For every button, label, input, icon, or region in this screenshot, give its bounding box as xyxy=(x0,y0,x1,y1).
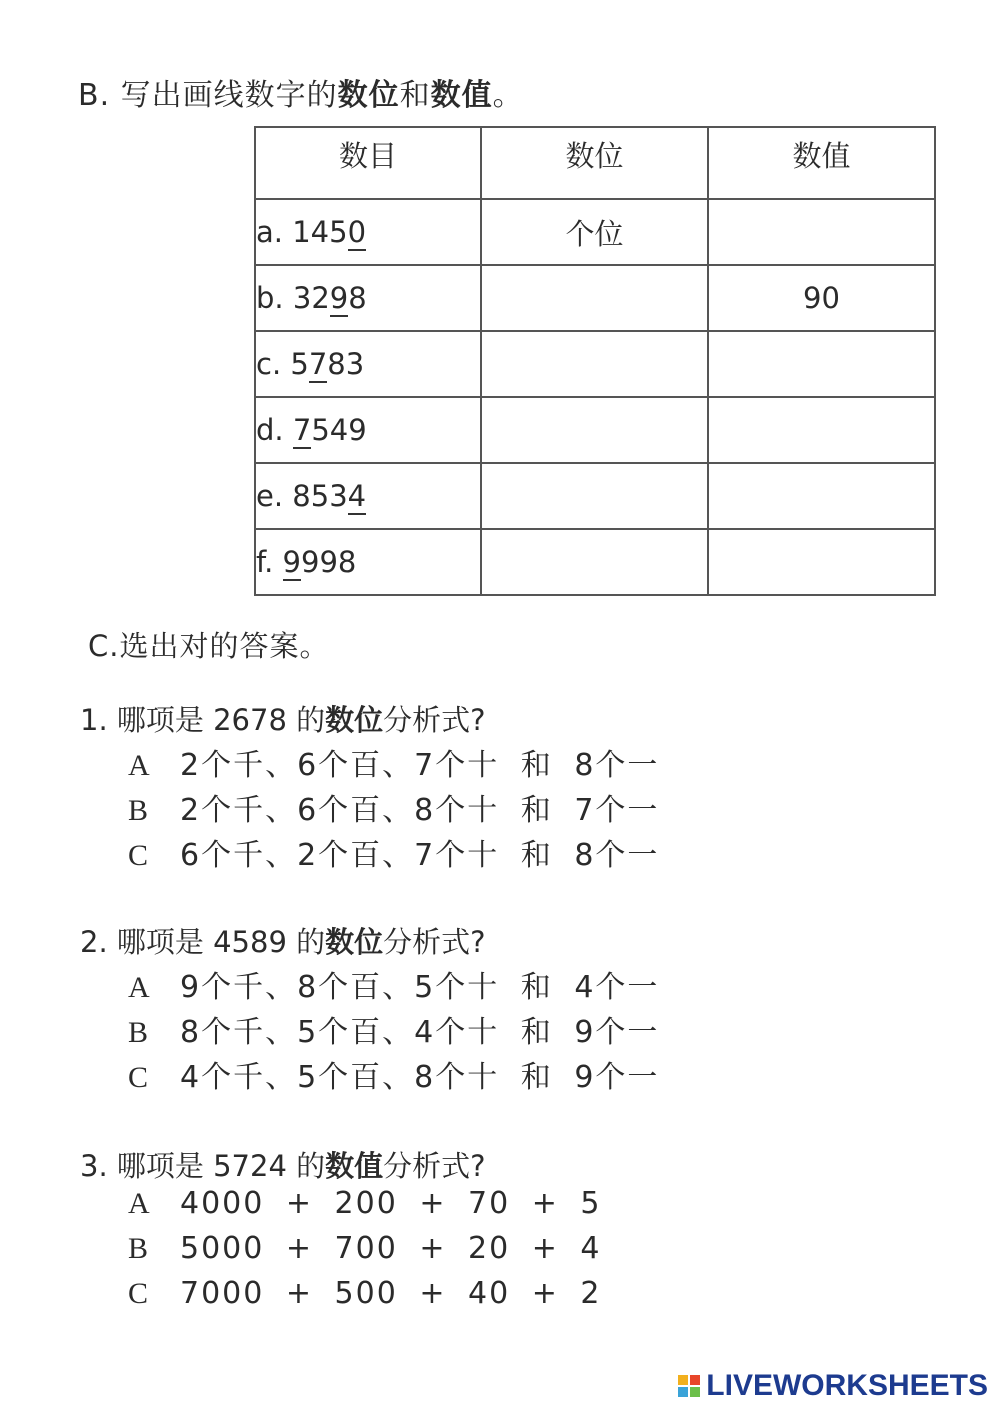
row-label: f. xyxy=(256,545,274,579)
table-row xyxy=(255,331,935,397)
cell-number xyxy=(255,463,481,529)
option-text: 9个千、8个百、5个十 和 4个一 xyxy=(180,970,660,1005)
cell-place-answer[interactable] xyxy=(481,397,708,463)
table-row xyxy=(255,265,935,331)
question-prefix: 3. 哪项是 5724 的 xyxy=(80,1149,326,1183)
table-row xyxy=(255,397,935,463)
row-label: c. xyxy=(256,347,282,381)
logo-mark-icon xyxy=(678,1375,700,1397)
section-c-heading: C.选出对的答案。 xyxy=(88,629,330,663)
option-letter: A xyxy=(128,971,150,1004)
digit: 2 xyxy=(311,281,330,315)
place-value-table xyxy=(254,126,936,596)
cell-place-answer[interactable] xyxy=(481,529,708,595)
question-1 xyxy=(80,698,486,739)
option-letter: A xyxy=(128,749,150,782)
digit: 4 xyxy=(329,413,349,447)
option-text: 2个千、6个百、7个十 和 8个一 xyxy=(180,748,660,783)
cell-place-answer[interactable] xyxy=(481,331,708,397)
question-bold-term: 数值 xyxy=(325,1149,384,1183)
cell-number xyxy=(255,331,481,397)
underlined-digit: 7 xyxy=(292,413,312,447)
digit: 9 xyxy=(319,545,338,579)
option-letter: B xyxy=(128,1016,149,1049)
liveworksheets-logo xyxy=(678,1366,988,1406)
option-text: 7000 + 500 + 40 + 2 xyxy=(180,1276,602,1311)
row-label: d. xyxy=(256,413,284,447)
underlined-digit: 7 xyxy=(308,347,328,381)
question-suffix: 分析式? xyxy=(383,703,486,737)
option-text: 4000 + 200 + 70 + 5 xyxy=(180,1186,602,1221)
answer-option[interactable] xyxy=(128,1276,602,1311)
question-2 xyxy=(80,920,486,961)
header-number: 数目 xyxy=(255,127,481,199)
table-row xyxy=(255,463,935,529)
question-3 xyxy=(80,1144,486,1185)
digit: 9 xyxy=(301,545,320,579)
cell-number xyxy=(255,529,481,595)
section-b-heading xyxy=(78,70,524,114)
digit: 3 xyxy=(345,347,365,381)
digit: 1 xyxy=(292,215,311,249)
answer-option[interactable] xyxy=(128,740,659,784)
section-b-mid: 和 xyxy=(399,78,431,113)
section-b-suffix: 。 xyxy=(492,78,524,113)
underlined-digit: 9 xyxy=(329,281,349,315)
answer-option[interactable] xyxy=(128,785,659,829)
row-label: a. xyxy=(256,215,283,249)
section-b-bold-place: 数位 xyxy=(337,78,400,113)
underlined-digit: 9 xyxy=(282,545,301,579)
question-suffix: 分析式? xyxy=(383,925,486,959)
digit: 8 xyxy=(337,545,357,579)
cell-number xyxy=(255,265,481,331)
digit: 9 xyxy=(348,413,367,447)
row-label: b. xyxy=(256,281,284,315)
cell-value-answer[interactable] xyxy=(708,397,935,463)
cell-place-answer[interactable] xyxy=(481,463,708,529)
option-letter: B xyxy=(128,794,149,827)
question-prefix: 2. 哪项是 4589 的 xyxy=(80,925,326,959)
digit: 5 xyxy=(290,347,309,381)
cell-number xyxy=(255,199,481,265)
cell-number xyxy=(255,397,481,463)
section-b-prefix: B. 写出画线数字的 xyxy=(78,78,338,113)
option-text: 2个千、6个百、8个十 和 7个一 xyxy=(180,793,660,828)
question-bold-term: 数位 xyxy=(325,703,384,737)
header-value: 数值 xyxy=(708,127,935,199)
row-label: e. xyxy=(256,479,284,513)
underlined-digit: 0 xyxy=(347,215,367,249)
table-row xyxy=(255,199,935,265)
option-letter: B xyxy=(128,1232,149,1265)
digit: 3 xyxy=(292,281,312,315)
section-b-bold-value: 数值 xyxy=(430,78,493,113)
digit: 4 xyxy=(310,215,330,249)
cell-value-answer[interactable]: 90 xyxy=(708,265,935,331)
digit: 5 xyxy=(310,479,330,513)
cell-value-answer[interactable] xyxy=(708,331,935,397)
option-text: 8个千、5个百、4个十 和 9个一 xyxy=(180,1015,660,1050)
answer-option[interactable] xyxy=(128,1052,659,1096)
option-text: 6个千、2个百、7个十 和 8个一 xyxy=(180,838,660,873)
digit: 8 xyxy=(348,281,367,315)
answer-option[interactable] xyxy=(128,1007,659,1051)
digit: 5 xyxy=(311,413,330,447)
answer-option[interactable] xyxy=(128,830,659,874)
option-letter: C xyxy=(128,1277,149,1310)
cell-value-answer[interactable] xyxy=(708,463,935,529)
question-prefix: 1. 哪项是 2678 的 xyxy=(80,703,326,737)
digit: 8 xyxy=(327,347,346,381)
answer-option[interactable] xyxy=(128,1186,602,1221)
question-suffix: 分析式? xyxy=(383,1149,486,1183)
digit: 8 xyxy=(292,479,311,513)
option-text: 5000 + 700 + 20 + 4 xyxy=(180,1231,602,1266)
cell-value-answer[interactable] xyxy=(708,199,935,265)
logo-text: LIVEWORKSHEETS xyxy=(706,1369,988,1402)
option-text: 4个千、5个百、8个十 和 9个一 xyxy=(180,1060,660,1095)
underlined-digit: 4 xyxy=(347,479,367,513)
option-letter: C xyxy=(128,1061,149,1094)
option-letter: C xyxy=(128,839,149,872)
answer-option[interactable] xyxy=(128,962,659,1006)
cell-place-answer[interactable]: 个位 xyxy=(481,199,708,265)
cell-value-answer[interactable] xyxy=(708,529,935,595)
cell-place-answer[interactable] xyxy=(481,265,708,331)
digit: 3 xyxy=(329,479,348,513)
table-header-row xyxy=(255,127,935,199)
table-row xyxy=(255,529,935,595)
question-bold-term: 数位 xyxy=(325,925,384,959)
answer-option[interactable] xyxy=(128,1231,602,1266)
digit: 5 xyxy=(329,215,348,249)
header-place: 数位 xyxy=(481,127,708,199)
option-letter: A xyxy=(128,1187,150,1220)
